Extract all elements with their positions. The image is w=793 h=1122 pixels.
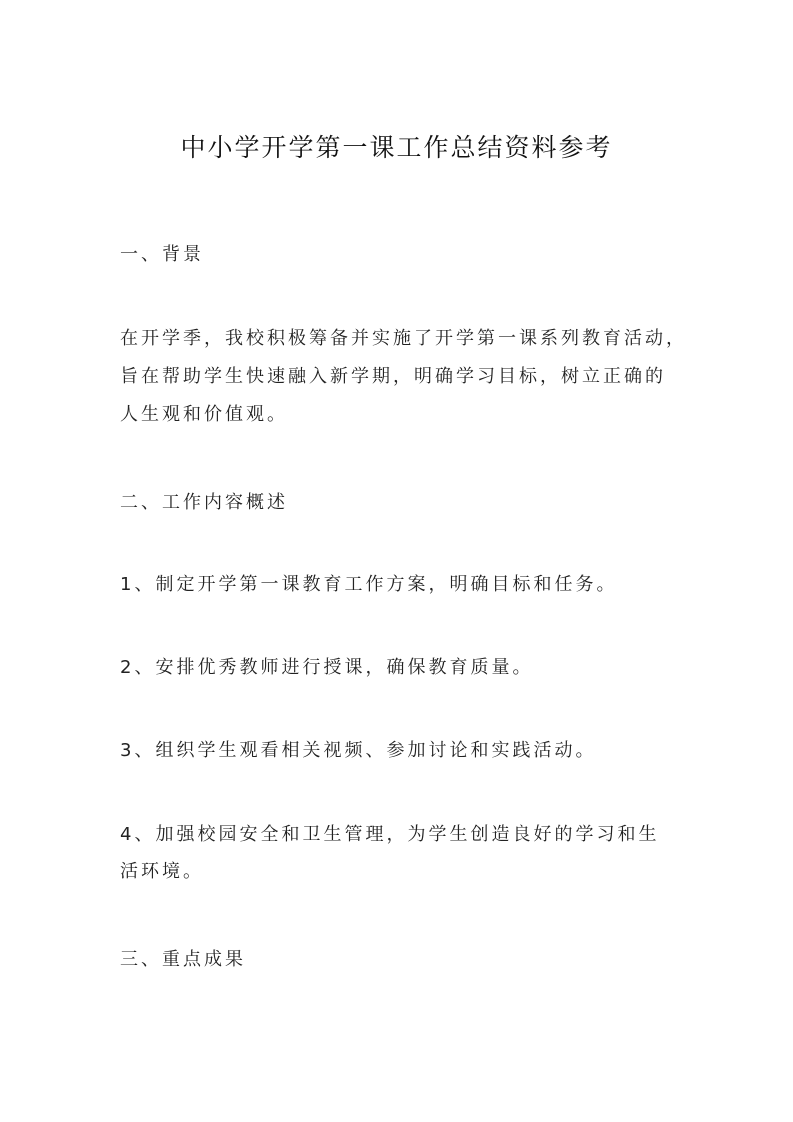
list-item: 2、安排优秀教师进行授课，确保教育质量。 [120,657,534,678]
list-item: 4、加强校园安全和卫生管理，为学生创造良好的学习和生 [120,824,660,845]
document-title: 中小学开学第一课工作总结资料参考 [180,133,613,162]
section-heading-work-overview: 二、工作内容概述 [120,492,288,513]
paragraph-line: 人生观和价值观。 [120,404,288,425]
list-item: 1、制定开学第一课教育工作方案，明确目标和任务。 [120,574,618,595]
list-item-continuation: 活环境。 [120,861,204,882]
paragraph-line: 旨在帮助学生快速融入新学期，明确学习目标，树立正确的 [120,366,666,387]
section-heading-key-results: 三、重点成果 [120,949,246,970]
section-heading-background: 一、背景 [120,244,204,265]
list-item: 3、组织学生观看相关视频、参加讨论和实践活动。 [120,740,597,761]
paragraph-line: 在开学季，我校积极筹备并实施了开学第一课系列教育活动， [120,328,687,349]
